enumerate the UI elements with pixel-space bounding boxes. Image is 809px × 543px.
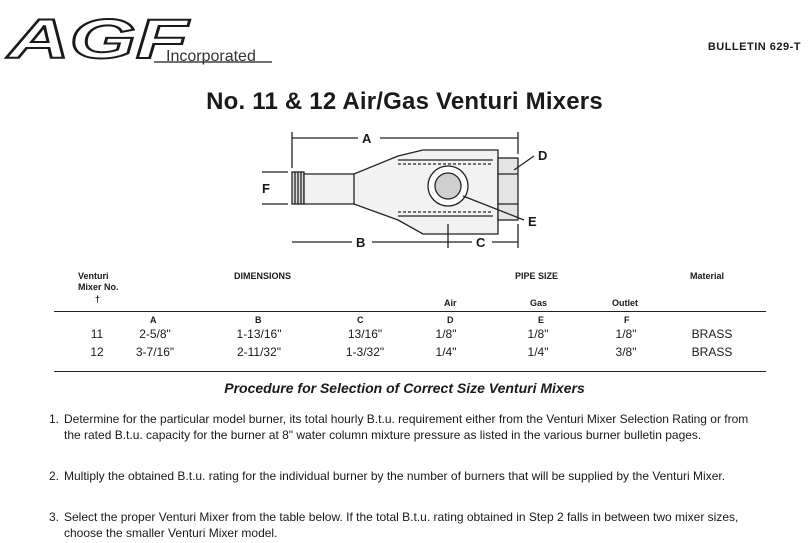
- air-header: Air: [444, 298, 457, 308]
- dim-label-a: A: [362, 131, 372, 146]
- step-number: 3.: [49, 510, 60, 524]
- procedure-title: Procedure for Selection of Correct Size Venturi Mixers: [224, 380, 585, 396]
- row-dim-b: 2-11/32": [236, 345, 282, 359]
- row-material: BRASS: [691, 345, 733, 359]
- venturi-header-line2: Mixer No.: [78, 282, 119, 292]
- dim-label-c: C: [476, 235, 486, 250]
- row-dim-a: 3-7/16": [135, 345, 175, 359]
- outlet-header: Outlet: [612, 298, 638, 308]
- gas-header: Gas: [530, 298, 548, 308]
- dim-label-f: F: [262, 181, 270, 196]
- col-letter-f: F: [624, 315, 630, 325]
- step-text: Determine for the particular model burner, its total hourly B.t.u. requirement either from the Venturi Mixer Selection Rating or from the rated B.t.u. capacity for the burner at 8" water column mixture pressure as listed in the various burner bulletin pages.: [64, 412, 749, 442]
- col-letter-d: D: [447, 315, 454, 325]
- logo-wordmark: AGF: [4, 18, 191, 66]
- material-header: Material: [690, 271, 725, 281]
- venturi-header-line1: Venturi: [78, 271, 109, 281]
- dagger-mark: †: [95, 294, 101, 304]
- row-dim-d: 1/4": [435, 345, 457, 359]
- dim-label-e: E: [528, 214, 537, 229]
- col-letter-e: E: [538, 315, 545, 325]
- bulletin-number: BULLETIN 629-T: [707, 41, 801, 53]
- dim-label-b: B: [356, 235, 366, 250]
- company-suffix: Incorporated: [166, 48, 256, 65]
- row-dim-f: 1/8": [615, 327, 637, 341]
- col-letter-c: C: [357, 315, 364, 325]
- table-rule-top: [54, 311, 766, 312]
- row-dim-b: 1-13/16": [236, 327, 282, 341]
- step-number: 1.: [49, 412, 60, 426]
- row-dim-f: 3/8": [615, 345, 637, 359]
- step-text: Select the proper Venturi Mixer from the table below. If the total B.t.u. rating obtained in Step 2 falls in between two mixer sizes, choose the smaller Venturi Mixer model.: [64, 510, 739, 540]
- col-letter-b: B: [255, 315, 262, 325]
- col-letter-a: A: [150, 315, 157, 325]
- row-dim-a: 2-5/8": [139, 327, 171, 341]
- procedure-step: [49, 509, 767, 541]
- row-dim-c: 13/16": [347, 327, 383, 341]
- row-material: BRASS: [691, 327, 733, 341]
- dim-label-d: D: [538, 148, 548, 163]
- procedure-step: [49, 468, 767, 484]
- venturi-mixer-diagram: [248, 124, 568, 258]
- row-dim-e: 1/4": [527, 345, 549, 359]
- dimensions-header: DIMENSIONS: [234, 271, 292, 281]
- row-dim-e: 1/8": [527, 327, 549, 341]
- row-model: 12: [90, 345, 104, 359]
- procedure-step: [49, 411, 767, 443]
- row-dim-c: 1-3/32": [345, 345, 385, 359]
- step-text: Multiply the obtained B.t.u. rating for the individual burner by the number of burners that will be supplied by the Venturi Mixer.: [64, 469, 726, 483]
- page-title: No. 11 & 12 Air/Gas Venturi Mixers: [206, 88, 603, 115]
- pipe-size-header: PIPE SIZE: [515, 271, 559, 281]
- step-number: 2.: [49, 469, 60, 483]
- table-rule-bottom: [54, 371, 766, 372]
- agf-logo: [4, 18, 274, 66]
- row-dim-d: 1/8": [435, 327, 457, 341]
- row-model: 11: [90, 327, 104, 341]
